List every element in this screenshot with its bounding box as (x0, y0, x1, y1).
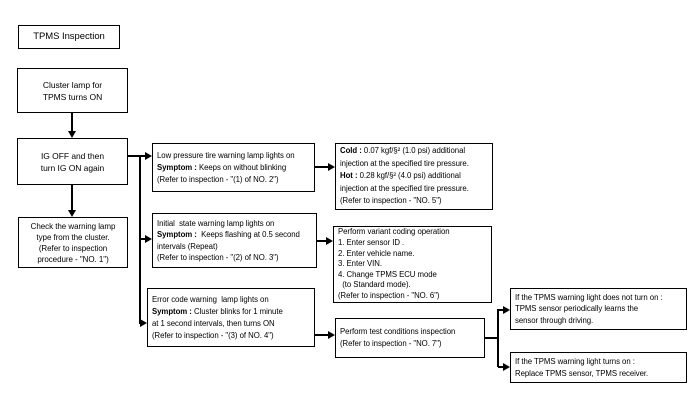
text-line: Cluster lamp for (42, 79, 103, 90)
symptom-label: Symptom : (157, 162, 197, 172)
text-line: injection at the specified tire pressure. (340, 183, 469, 193)
text-line: sensor through driving. (515, 315, 594, 325)
box-variant-coding (333, 226, 492, 303)
connector-cluster-to-ig (71, 112, 73, 132)
text-line: (Refer to inspection - "(2) of NO. 3") (157, 253, 279, 262)
text-line (157, 162, 310, 174)
text-line: (Refer to inspection - "NO. 5") (340, 196, 442, 206)
text-line: (Refer to inspection - "(1) of NO. 2") (157, 174, 279, 184)
connector-ig-to-trunk (128, 155, 145, 157)
connector-initial-to-variant (317, 240, 326, 242)
connector-branch-trunk (139, 155, 141, 324)
cold-label: Cold : (340, 146, 362, 156)
connector-low-to-coldhot (315, 166, 328, 168)
box-cluster-lamp (17, 68, 128, 113)
symptom-text: Keeps on without blinking (196, 162, 287, 172)
box-check-warning-lamp (18, 217, 128, 268)
symptom-text: Cluster blinks for 1 minute (191, 306, 283, 316)
text-line: (Refer to inspection - "(3) of NO. 4") (152, 330, 274, 340)
arrowhead-down-check (68, 210, 76, 217)
connector-error-to-test (315, 334, 328, 336)
flowchart-title: TPMS Inspection (33, 31, 105, 43)
text-line: (Refer to inspection - "NO. 7") (340, 339, 442, 348)
text-line: Perform test conditions inspection (340, 327, 456, 336)
text-line: 3. Enter VIN. (338, 259, 382, 269)
text-line: Replace TPMS sensor, TPMS receiver. (515, 368, 649, 378)
cold-text: 0.07 kgf/§² (1.0 psi) additional (361, 146, 466, 156)
box-test-conditions (335, 318, 485, 358)
text-line: TPMS turns ON (42, 91, 103, 102)
text-line: Error code warning lamp lights on (152, 294, 269, 304)
text-line (157, 229, 312, 241)
box-ig-off-on (17, 138, 128, 185)
text-line: turn IG ON again (40, 162, 105, 173)
box-light-turns-on (510, 352, 687, 383)
text-line: IG OFF and then (40, 150, 105, 161)
text-line: at 1 second intervals, then turns ON (152, 318, 275, 328)
text-line (152, 306, 310, 318)
text-line: 2. Enter vehicle name. (338, 248, 415, 258)
symptom-label: Symptom : (152, 306, 192, 316)
arrowhead-test (328, 331, 335, 339)
text-line: type from the cluster. (36, 232, 110, 242)
text-line: Perform variant coding operation (338, 227, 450, 237)
text-line: procedure - "NO. 1") (37, 254, 109, 264)
arrowhead-low-pressure (145, 152, 152, 160)
text-line: 4. Change TPMS ECU mode (338, 269, 437, 279)
arrowhead-down-ig (68, 131, 76, 138)
connector-right-branch (497, 309, 499, 367)
symptom-label: Symptom : (157, 230, 197, 239)
text-line: intervals (Repeat) (157, 241, 218, 251)
title-box (18, 25, 120, 49)
arrowhead-error-code (140, 319, 147, 327)
text-line: If the TPMS warning light turns on : (515, 357, 635, 366)
box-light-not-turn-on (510, 288, 687, 330)
arrowhead-initial-state (145, 235, 152, 243)
text-line: (to Standard mode). (338, 280, 411, 290)
text-line (340, 170, 488, 183)
hot-text: 0.28 kgf/§² (4.0 psi) additional (357, 171, 461, 181)
text-line: injection at the specified tire pressure. (340, 158, 469, 168)
text-line (340, 145, 488, 158)
hot-label: Hot : (340, 171, 358, 181)
text-line: Check the warning lamp (30, 221, 116, 231)
text-line: If the TPMS warning light does not turn on : (515, 292, 663, 302)
connector-ig-to-check (71, 185, 73, 210)
arrowhead-coldhot (328, 163, 335, 171)
text-line: TPMS sensor periodically learns the (515, 304, 639, 314)
arrowhead-not-turn-on (503, 306, 510, 314)
box-low-pressure-symptom (152, 143, 315, 192)
text-line: Initial state warning lamp lights on (157, 218, 275, 228)
arrowhead-variant (326, 237, 333, 245)
text-line: (Refer to inspection (38, 243, 108, 253)
text-line: Low pressure tire warning lamp lights on (157, 150, 295, 160)
text-line: (Refer to inspection - "NO. 6") (338, 290, 440, 300)
symptom-text: Keeps flashing at 0.5 second (196, 230, 300, 239)
box-error-code-symptom (147, 288, 315, 347)
box-cold-hot-injection (335, 143, 493, 210)
box-initial-state-symptom (152, 213, 317, 268)
text-line: 1. Enter sensor ID . (338, 238, 405, 248)
arrowhead-turns-on (503, 363, 510, 371)
